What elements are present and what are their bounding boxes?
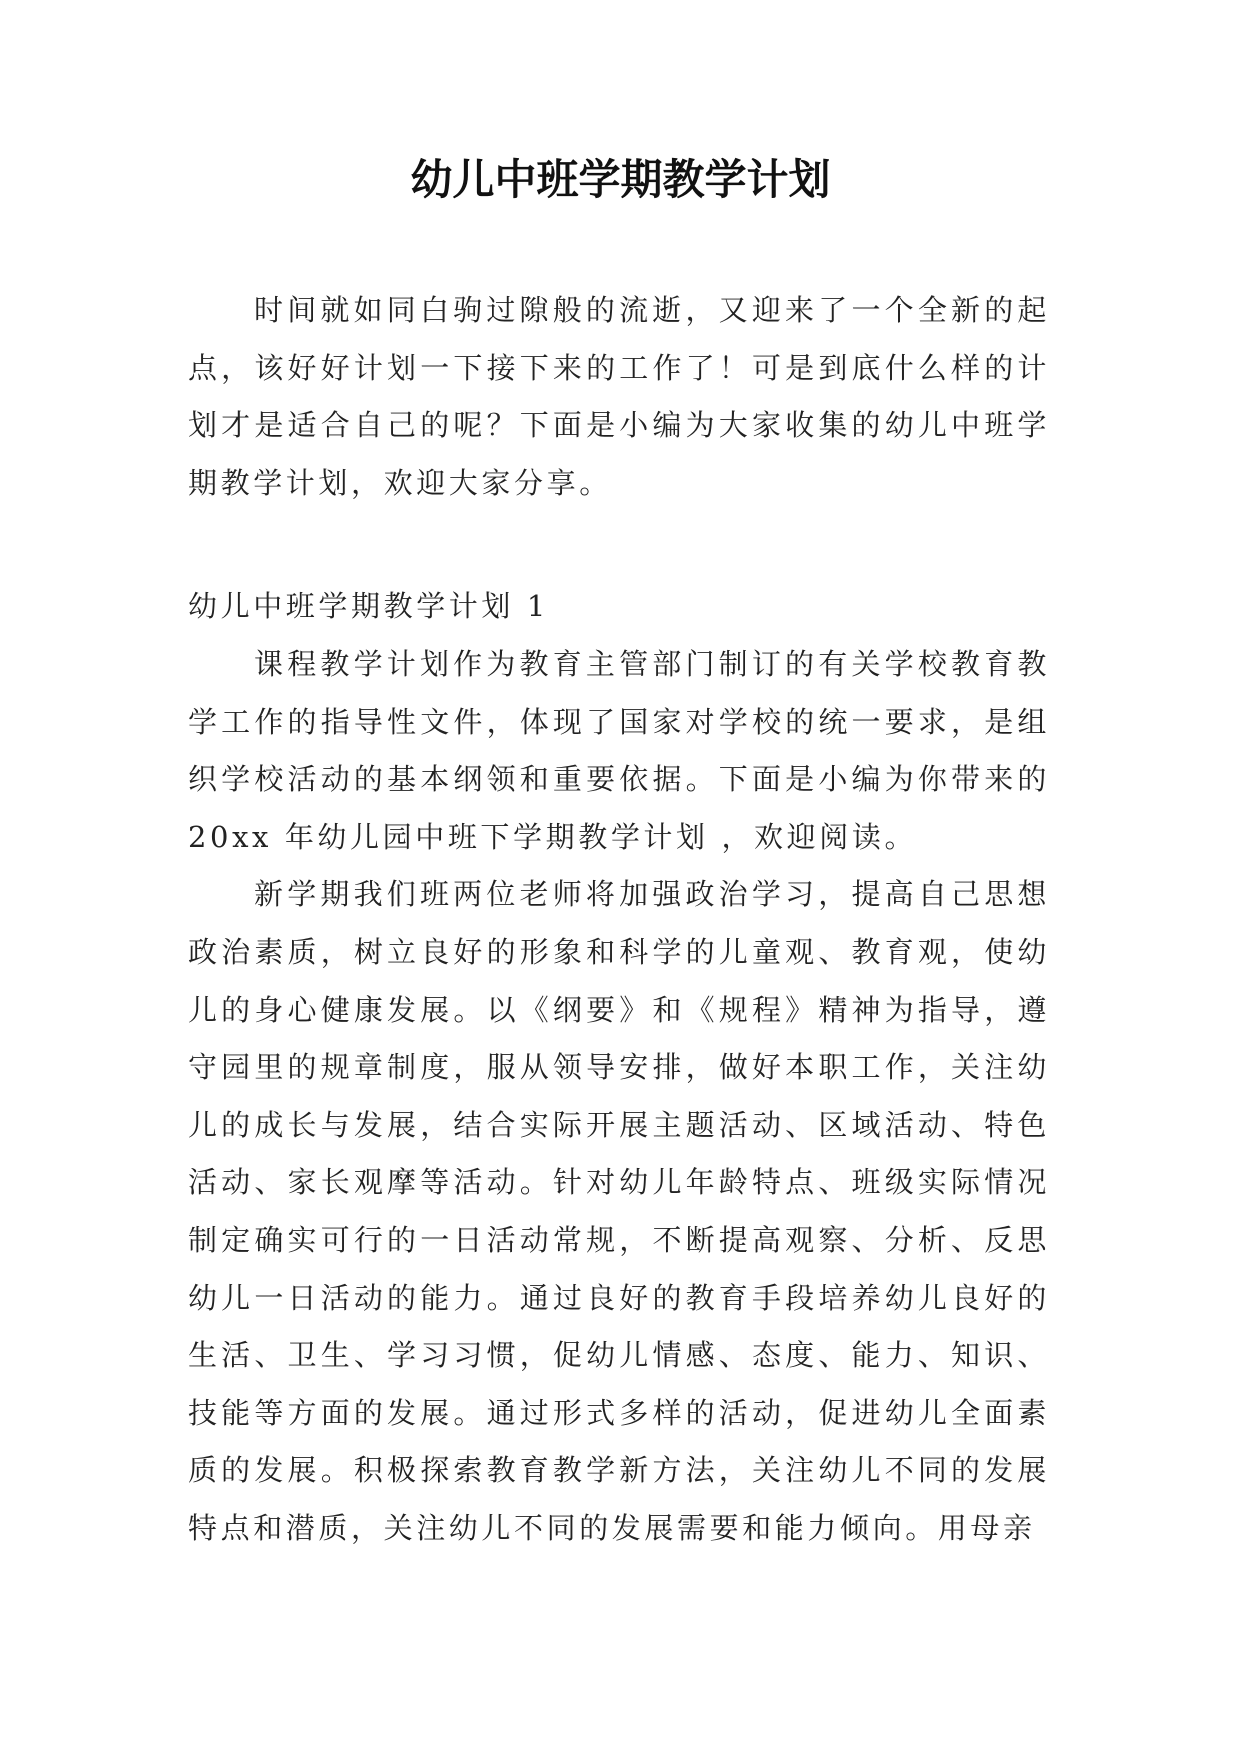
section-spacer [188, 512, 1050, 578]
document-body [188, 282, 1050, 1557]
body-paragraph-1: 课程教学计划作为教育主管部门制订的有关学校教育教学工作的指导性文件，体现了国家对学校的统一要求，是组织学校活动的基本纲领和重要依据。下面是小编为你带来的 20xx 年幼儿园中班下学期教学计划 ，欢迎阅读。 [188, 646, 1050, 854]
body-paragraph-2: 新学期我们班两位老师将加强政治学习，提高自己思想政治素质，树立良好的形象和科学的儿童观、教育观，使幼儿的身心健康发展。以《纲要》和《规程》精神为指导，遵守园里的规章制度，服从领导安排，做好本职工作，关注幼儿的成长与发展，结合实际开展主题活动、区域活动、特色活动、家长观摩等活动。针对幼儿年龄特点、班级实际情况制定确实可行的一日活动常规，不断提高观察、分析、反思幼儿一日活动的能力。通过良好的教育手段培养幼儿良好的生活、卫生、学习习惯，促幼儿情感、态度、能力、知识、技能等方面的发展。通过形式多样的活动，促进幼儿全面素质的发展。积极探索教育教学新方法，关注幼儿不同的发展特点和潜质，关注幼儿不同的发展需要和能力倾向。用母亲 [188, 877, 1050, 1545]
section-heading: 幼儿中班学期教学计划 1 [188, 589, 549, 624]
intro-paragraph: 时间就如同白驹过隙般的流逝，又迎来了一个全新的起点，该好好计划一下接下来的工作了！可是到底什么样的计划才是适合自己的呢？下面是小编为大家收集的幼儿中班学期教学计划，欢迎大家分享。 [188, 293, 1050, 500]
document-title: 幼儿中班学期教学计划 [410, 155, 831, 204]
